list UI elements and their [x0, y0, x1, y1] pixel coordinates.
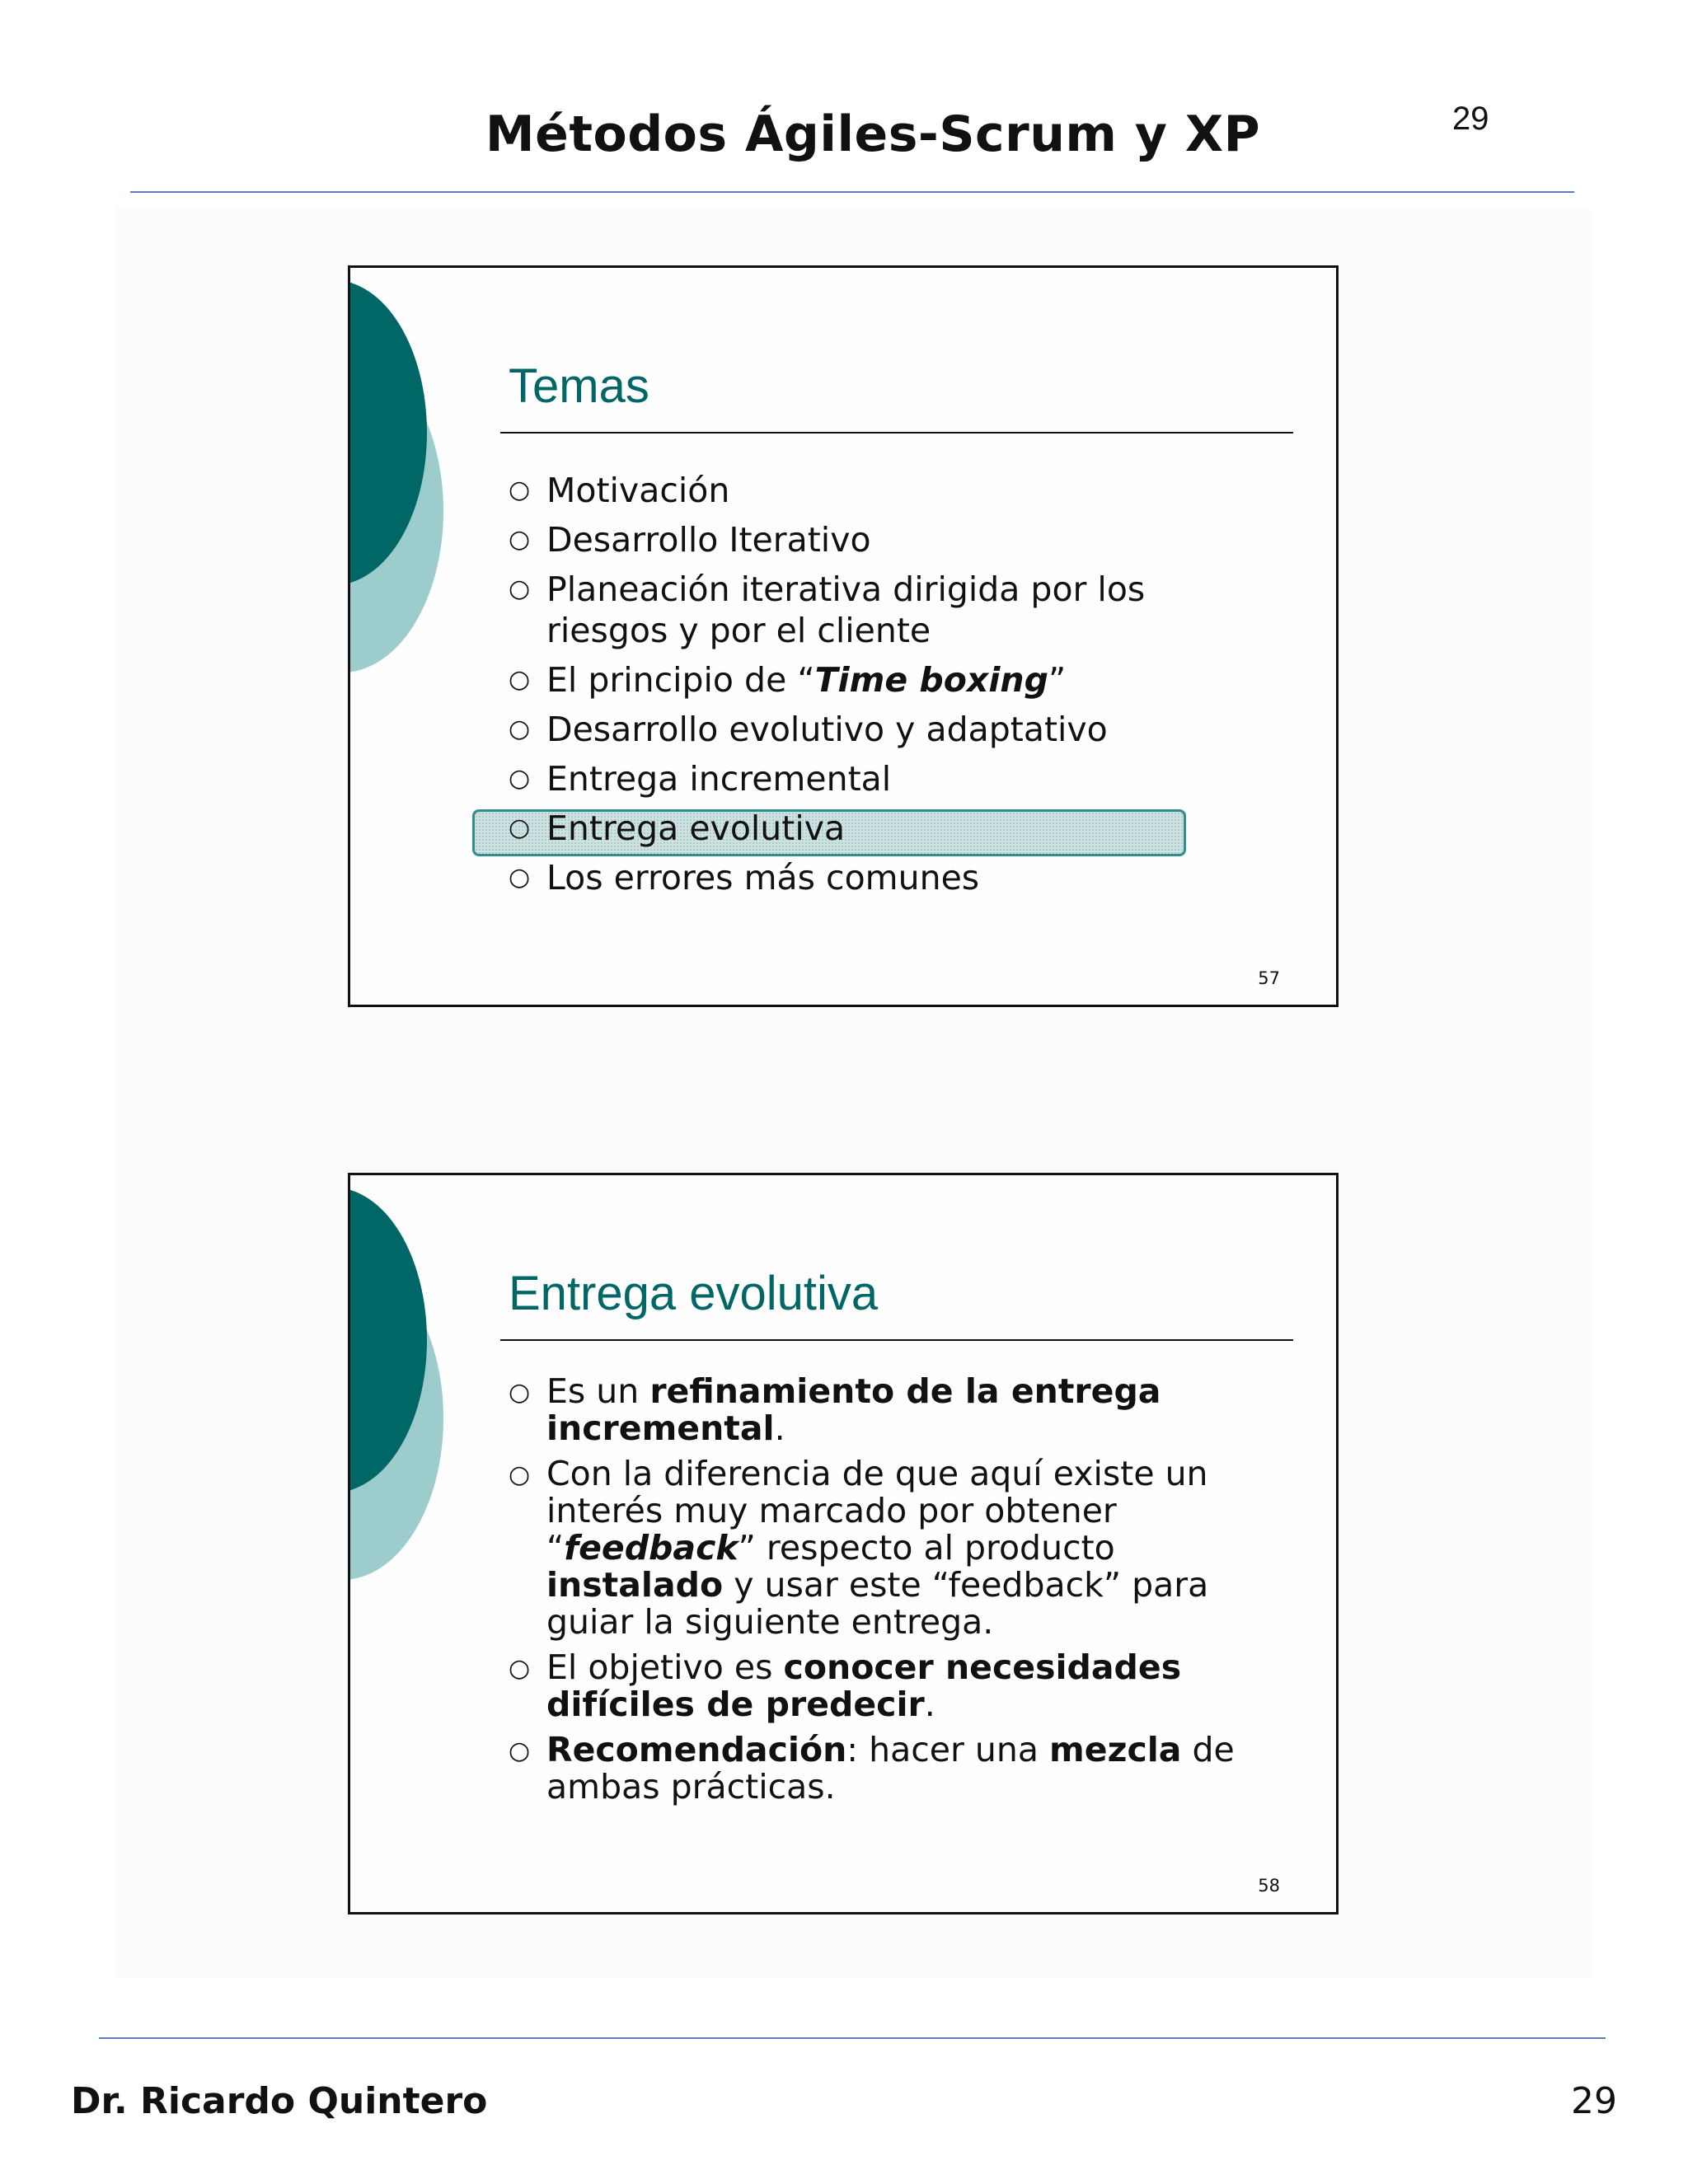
title-underline	[500, 1339, 1293, 1341]
hollow-circle-bullet-icon: ○	[509, 1460, 531, 1489]
hollow-circle-bullet-icon: ○	[509, 1736, 531, 1765]
slide-decoration-circles	[350, 268, 466, 680]
slide-title: Entrega evolutiva	[509, 1267, 879, 1320]
list-item: ○ Recomendación: hacer una mezcla de ambas prácticas.	[509, 1730, 1235, 1807]
hollow-circle-bullet-icon: ○	[509, 764, 531, 793]
footer-page-number: 29	[1571, 2080, 1617, 2122]
slide-decoration-circles	[350, 1175, 466, 1587]
slide-title: Temas	[509, 359, 649, 413]
list-item: ○ Con la diferencia de que aquí existe un interés muy marcado por obtener “feedback” respecto al producto instalado y usar este “feedback” para guiar la siguiente entrega.	[509, 1454, 1209, 1642]
list-item: ○ Es un refinamiento de la entrega incremental.	[509, 1371, 1161, 1448]
list-item: ○ Motivación	[509, 471, 730, 510]
footer-divider	[99, 2037, 1606, 2039]
list-item: ○ Planeación iterativa dirigida por los riesgos y por el cliente	[509, 569, 1146, 650]
hollow-circle-bullet-icon: ○	[509, 715, 531, 743]
slide-57	[348, 265, 1339, 1007]
page-title: Métodos Ágiles-Scrum y XP	[485, 105, 1261, 163]
slide-number: 57	[1258, 968, 1280, 988]
list-item: ○ Desarrollo Iterativo	[509, 520, 871, 560]
hollow-circle-bullet-icon: ○	[509, 665, 531, 694]
hollow-circle-bullet-icon: ○	[509, 1378, 531, 1407]
hollow-circle-bullet-icon: ○	[509, 525, 531, 554]
list-item-highlighted: ○ Entrega evolutiva	[509, 808, 846, 848]
header-page-number: 29	[1452, 101, 1489, 137]
list-item: ○ Desarrollo evolutivo y adaptativo	[509, 710, 1108, 749]
list-item: ○ El objetivo es conocer necesidades difíciles de predecir.	[509, 1647, 1182, 1724]
hollow-circle-bullet-icon: ○	[509, 476, 531, 504]
slide-number: 58	[1258, 1876, 1280, 1896]
list-item: ○ Entrega incremental	[509, 759, 892, 799]
list-item: ○ Los errores más comunes	[509, 858, 980, 898]
list-item: ○ El principio de “Time boxing”	[509, 660, 1067, 700]
hollow-circle-bullet-icon: ○	[509, 1654, 531, 1683]
hollow-circle-bullet-icon: ○	[509, 863, 531, 892]
hollow-circle-bullet-icon: ○	[509, 574, 531, 603]
hollow-circle-bullet-icon: ○	[509, 813, 531, 842]
header-divider	[130, 191, 1574, 193]
topics-list	[509, 470, 1283, 907]
slide-58	[348, 1173, 1339, 1915]
footer-author: Dr. Ricardo Quintero	[71, 2080, 488, 2122]
title-underline	[500, 432, 1293, 434]
content-list	[509, 1373, 1283, 1814]
